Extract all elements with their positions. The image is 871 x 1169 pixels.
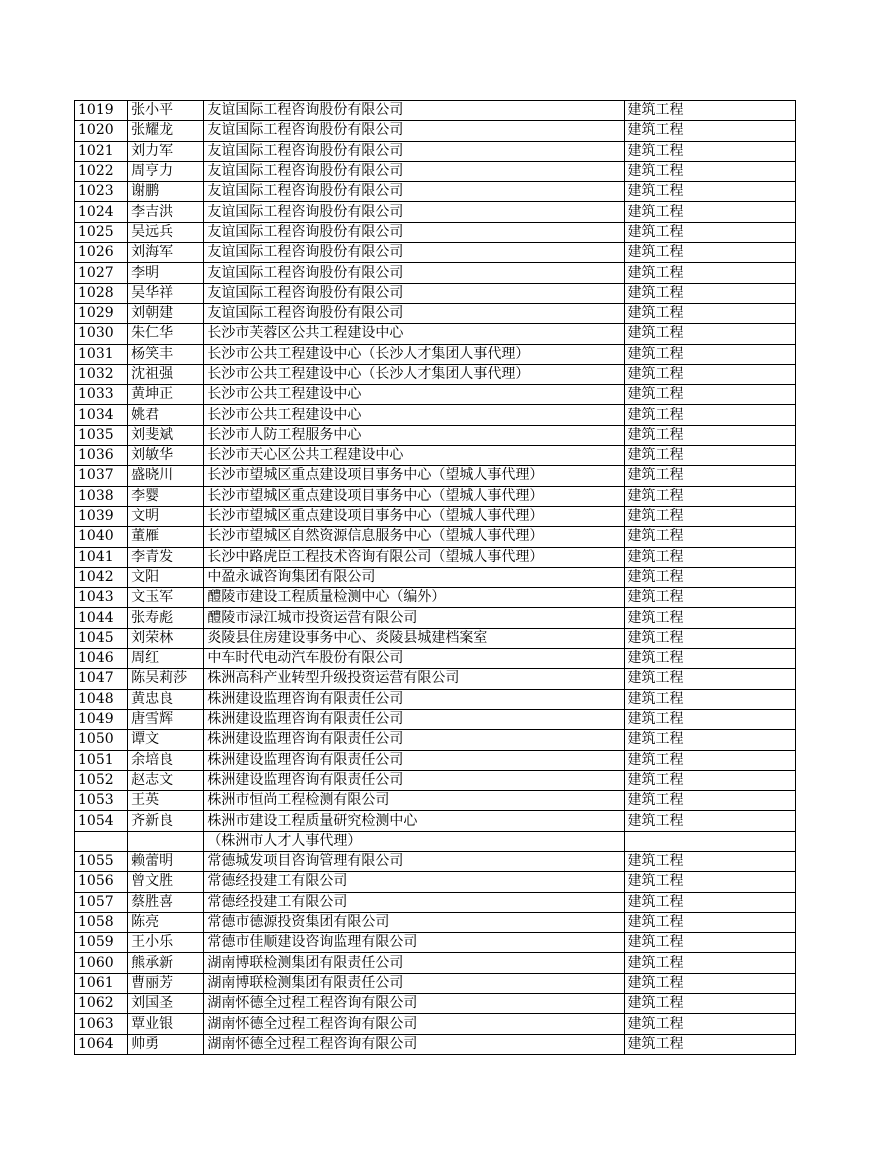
table-row — [75, 182, 796, 202]
table-row — [75, 953, 796, 973]
name-cell: 李吉洪 — [128, 202, 204, 222]
major-cell: 建筑工程 — [624, 303, 796, 323]
table-row — [75, 567, 796, 587]
major-cell: 建筑工程 — [624, 506, 796, 526]
row-number-cell: 1038 — [75, 486, 128, 506]
major-cell: 建筑工程 — [624, 851, 796, 871]
row-number-cell: 1058 — [75, 912, 128, 932]
row-number-cell: 1046 — [75, 649, 128, 669]
name-cell: 黄坤正 — [128, 385, 204, 405]
unit-cell: 长沙市望城区重点建设项目事务中心（望城人事代理） — [204, 506, 624, 526]
table-row — [75, 933, 796, 953]
name-cell: 唐雪辉 — [128, 709, 204, 729]
name-cell: 吴远兵 — [128, 222, 204, 242]
major-cell: 建筑工程 — [624, 486, 796, 506]
major-cell: 建筑工程 — [624, 446, 796, 466]
major-cell: 建筑工程 — [624, 202, 796, 222]
major-cell: 建筑工程 — [624, 811, 796, 831]
row-number-cell: 1039 — [75, 506, 128, 526]
major-cell: 建筑工程 — [624, 912, 796, 932]
row-number-cell: 1040 — [75, 527, 128, 547]
major-cell: 建筑工程 — [624, 364, 796, 384]
name-cell: 李婴 — [128, 486, 204, 506]
row-number-cell: 1064 — [75, 1034, 128, 1054]
table-row — [75, 770, 796, 790]
major-cell: 建筑工程 — [624, 243, 796, 263]
name-cell: 张小平 — [128, 101, 204, 121]
unit-cell: 长沙市公共工程建设中心（长沙人才集团人事代理） — [204, 364, 624, 384]
major-cell: 建筑工程 — [624, 730, 796, 750]
table-row — [75, 202, 796, 222]
table-row — [75, 1034, 796, 1054]
unit-cell: 醴陵市渌江城市投资运营有限公司 — [204, 608, 624, 628]
row-number-cell: 1030 — [75, 324, 128, 344]
table-row — [75, 101, 796, 121]
row-number-cell: 1043 — [75, 588, 128, 608]
unit-cell: 株洲市恒尚工程检测有限公司 — [204, 791, 624, 811]
row-number-cell: 1061 — [75, 973, 128, 993]
major-cell: 建筑工程 — [624, 121, 796, 141]
unit-cell: 长沙市公共工程建设中心（长沙人才集团人事代理） — [204, 344, 624, 364]
major-cell: 建筑工程 — [624, 344, 796, 364]
row-number-cell: 1035 — [75, 425, 128, 445]
name-cell: 朱仁华 — [128, 324, 204, 344]
name-cell: 沈祖强 — [128, 364, 204, 384]
unit-cell: 长沙市公共工程建设中心 — [204, 405, 624, 425]
table-row — [75, 364, 796, 384]
row-number-cell: 1050 — [75, 730, 128, 750]
row-number-cell: 1060 — [75, 953, 128, 973]
table-row — [75, 912, 796, 932]
unit-cell: 长沙市望城区重点建设项目事务中心（望城人事代理） — [204, 486, 624, 506]
name-cell: 刘荣林 — [128, 628, 204, 648]
table-row — [75, 892, 796, 912]
unit-cell: 常德市佳顺建设咨询监理有限公司 — [204, 933, 624, 953]
table-row — [75, 649, 796, 669]
table-row — [75, 547, 796, 567]
table-row — [75, 973, 796, 993]
major-cell: 建筑工程 — [624, 608, 796, 628]
table-row — [75, 344, 796, 364]
row-number-cell: 1045 — [75, 628, 128, 648]
name-cell: 刘国圣 — [128, 994, 204, 1014]
table-row — [75, 506, 796, 526]
row-number-cell: 1044 — [75, 608, 128, 628]
unit-cell: 友谊国际工程咨询股份有限公司 — [204, 303, 624, 323]
major-cell: 建筑工程 — [624, 141, 796, 161]
unit-cell: 株洲建设监理咨询有限责任公司 — [204, 730, 624, 750]
row-number-cell: 1031 — [75, 344, 128, 364]
unit-cell: 中车时代电动汽车股份有限公司 — [204, 649, 624, 669]
unit-cell: 中盈永诚咨询集团有限公司 — [204, 567, 624, 587]
name-cell: 杨笑丰 — [128, 344, 204, 364]
major-cell: 建筑工程 — [624, 791, 796, 811]
table-row — [75, 811, 796, 831]
major-cell: 建筑工程 — [624, 405, 796, 425]
table-row — [75, 872, 796, 892]
table-row — [75, 831, 796, 851]
table-row — [75, 405, 796, 425]
major-cell: 建筑工程 — [624, 689, 796, 709]
unit-cell: 长沙市人防工程服务中心 — [204, 425, 624, 445]
major-cell: 建筑工程 — [624, 994, 796, 1014]
table-row — [75, 446, 796, 466]
major-cell: 建筑工程 — [624, 222, 796, 242]
major-cell: 建筑工程 — [624, 161, 796, 181]
major-cell: 建筑工程 — [624, 1014, 796, 1034]
name-cell: 张寿彪 — [128, 608, 204, 628]
name-cell: 陈亮 — [128, 912, 204, 932]
table-row — [75, 1014, 796, 1034]
major-cell: 建筑工程 — [624, 101, 796, 121]
row-number-cell: 1042 — [75, 567, 128, 587]
major-cell: 建筑工程 — [624, 669, 796, 689]
unit-cell: 长沙中路虎臣工程技术咨询有限公司（望城人事代理） — [204, 547, 624, 567]
row-number-cell: 1055 — [75, 851, 128, 871]
table-row — [75, 161, 796, 181]
unit-cell: 常德经投建工有限公司 — [204, 872, 624, 892]
row-number-cell: 1054 — [75, 811, 128, 831]
roster-table — [74, 100, 796, 1055]
name-cell: 文阳 — [128, 567, 204, 587]
name-cell: 董雁 — [128, 527, 204, 547]
table-row — [75, 750, 796, 770]
unit-cell: 常德市德源投资集团有限公司 — [204, 912, 624, 932]
name-cell: 文玉军 — [128, 588, 204, 608]
name-cell: 熊承新 — [128, 953, 204, 973]
name-cell: 齐新良 — [128, 811, 204, 831]
name-cell: 帅勇 — [128, 1034, 204, 1054]
row-number-cell: 1053 — [75, 791, 128, 811]
major-cell — [624, 831, 796, 851]
table-row — [75, 730, 796, 750]
unit-cell: 湖南怀德全过程工程咨询有限公司 — [204, 1014, 624, 1034]
unit-cell: 友谊国际工程咨询股份有限公司 — [204, 222, 624, 242]
row-number-cell: 1024 — [75, 202, 128, 222]
row-number-cell: 1056 — [75, 872, 128, 892]
row-number-cell: 1019 — [75, 101, 128, 121]
name-cell: 覃业银 — [128, 1014, 204, 1034]
row-number-cell: 1022 — [75, 161, 128, 181]
row-number-cell: 1028 — [75, 283, 128, 303]
row-number-cell: 1036 — [75, 446, 128, 466]
major-cell: 建筑工程 — [624, 283, 796, 303]
name-cell: 李青发 — [128, 547, 204, 567]
table-row — [75, 141, 796, 161]
table-row — [75, 669, 796, 689]
major-cell: 建筑工程 — [624, 973, 796, 993]
name-cell: 盛晓川 — [128, 466, 204, 486]
name-cell: 陈吴莉莎 — [128, 669, 204, 689]
row-number-cell: 1049 — [75, 709, 128, 729]
row-number-cell: 1027 — [75, 263, 128, 283]
name-cell: 蔡胜喜 — [128, 892, 204, 912]
unit-cell: 友谊国际工程咨询股份有限公司 — [204, 101, 624, 121]
major-cell: 建筑工程 — [624, 1034, 796, 1054]
table-row — [75, 628, 796, 648]
unit-cell: 长沙市望城区重点建设项目事务中心（望城人事代理） — [204, 466, 624, 486]
major-cell: 建筑工程 — [624, 649, 796, 669]
unit-cell: 株洲建设监理咨询有限责任公司 — [204, 709, 624, 729]
row-number-cell: 1063 — [75, 1014, 128, 1034]
row-number-cell: 1023 — [75, 182, 128, 202]
major-cell: 建筑工程 — [624, 872, 796, 892]
major-cell: 建筑工程 — [624, 628, 796, 648]
name-cell: 周亨力 — [128, 161, 204, 181]
name-cell: 刘海军 — [128, 243, 204, 263]
name-cell: 黄忠良 — [128, 689, 204, 709]
major-cell: 建筑工程 — [624, 324, 796, 344]
unit-cell: 友谊国际工程咨询股份有限公司 — [204, 121, 624, 141]
name-cell: 谭文 — [128, 730, 204, 750]
row-number-cell: 1052 — [75, 770, 128, 790]
name-cell: 刘朝建 — [128, 303, 204, 323]
name-cell: 刘敏华 — [128, 446, 204, 466]
major-cell: 建筑工程 — [624, 709, 796, 729]
name-cell: 赖蕾明 — [128, 851, 204, 871]
major-cell: 建筑工程 — [624, 588, 796, 608]
row-number-cell: 1057 — [75, 892, 128, 912]
row-number-cell: 1034 — [75, 405, 128, 425]
unit-cell: 湖南怀德全过程工程咨询有限公司 — [204, 1034, 624, 1054]
name-cell: 吴华祥 — [128, 283, 204, 303]
table-row — [75, 588, 796, 608]
name-cell — [128, 831, 204, 851]
row-number-cell: 1025 — [75, 222, 128, 242]
name-cell: 王小乐 — [128, 933, 204, 953]
table-row — [75, 385, 796, 405]
row-number-cell: 1021 — [75, 141, 128, 161]
table-row — [75, 466, 796, 486]
table-row — [75, 709, 796, 729]
unit-cell: 友谊国际工程咨询股份有限公司 — [204, 283, 624, 303]
table-row — [75, 303, 796, 323]
name-cell: 赵志文 — [128, 770, 204, 790]
unit-cell: 株洲高科产业转型升级投资运营有限公司 — [204, 669, 624, 689]
unit-cell: 友谊国际工程咨询股份有限公司 — [204, 161, 624, 181]
name-cell: 余培良 — [128, 750, 204, 770]
row-number-cell: 1037 — [75, 466, 128, 486]
major-cell: 建筑工程 — [624, 770, 796, 790]
row-number-cell: 1051 — [75, 750, 128, 770]
major-cell: 建筑工程 — [624, 953, 796, 973]
name-cell: 曾文胜 — [128, 872, 204, 892]
unit-cell: 长沙市公共工程建设中心 — [204, 385, 624, 405]
unit-cell: 长沙市芙蓉区公共工程建设中心 — [204, 324, 624, 344]
name-cell: 张耀龙 — [128, 121, 204, 141]
unit-cell: 湖南博联检测集团有限责任公司 — [204, 953, 624, 973]
unit-cell: 长沙市天心区公共工程建设中心 — [204, 446, 624, 466]
major-cell: 建筑工程 — [624, 567, 796, 587]
major-cell: 建筑工程 — [624, 263, 796, 283]
row-number-cell: 1062 — [75, 994, 128, 1014]
unit-cell: 株洲市建设工程质量研究检测中心 — [204, 811, 624, 831]
major-cell: 建筑工程 — [624, 385, 796, 405]
table-row — [75, 425, 796, 445]
name-cell: 周红 — [128, 649, 204, 669]
table-row — [75, 283, 796, 303]
major-cell: 建筑工程 — [624, 466, 796, 486]
unit-cell: 长沙市望城区自然资源信息服务中心（望城人事代理） — [204, 527, 624, 547]
name-cell: 曹丽芳 — [128, 973, 204, 993]
unit-cell: 湖南博联检测集团有限责任公司 — [204, 973, 624, 993]
name-cell: 刘力军 — [128, 141, 204, 161]
name-cell: 王英 — [128, 791, 204, 811]
unit-cell: 常德经投建工有限公司 — [204, 892, 624, 912]
table-row — [75, 527, 796, 547]
major-cell: 建筑工程 — [624, 892, 796, 912]
row-number-cell: 1033 — [75, 385, 128, 405]
name-cell: 刘斐斌 — [128, 425, 204, 445]
name-cell: 李明 — [128, 263, 204, 283]
unit-cell: 株洲建设监理咨询有限责任公司 — [204, 770, 624, 790]
name-cell: 文明 — [128, 506, 204, 526]
unit-cell: 友谊国际工程咨询股份有限公司 — [204, 263, 624, 283]
unit-cell: 炎陵县住房建设事务中心、炎陵县城建档案室 — [204, 628, 624, 648]
table-row — [75, 608, 796, 628]
major-cell: 建筑工程 — [624, 425, 796, 445]
unit-cell: 株洲建设监理咨询有限责任公司 — [204, 689, 624, 709]
unit-cell: 常德城发项目咨询管理有限公司 — [204, 851, 624, 871]
unit-cell: 醴陵市建设工程质量检测中心（编外） — [204, 588, 624, 608]
major-cell: 建筑工程 — [624, 527, 796, 547]
table-row — [75, 689, 796, 709]
table-row — [75, 791, 796, 811]
unit-cell: 湖南怀德全过程工程咨询有限公司 — [204, 994, 624, 1014]
major-cell: 建筑工程 — [624, 182, 796, 202]
unit-cell: 友谊国际工程咨询股份有限公司 — [204, 141, 624, 161]
unit-cell: 友谊国际工程咨询股份有限公司 — [204, 182, 624, 202]
row-number-cell: 1041 — [75, 547, 128, 567]
unit-cell: 友谊国际工程咨询股份有限公司 — [204, 243, 624, 263]
major-cell: 建筑工程 — [624, 750, 796, 770]
row-number-cell — [75, 831, 128, 851]
table-row — [75, 263, 796, 283]
row-number-cell: 1048 — [75, 689, 128, 709]
table-row — [75, 486, 796, 506]
row-number-cell: 1020 — [75, 121, 128, 141]
table-row — [75, 851, 796, 871]
table-row — [75, 994, 796, 1014]
table-row — [75, 243, 796, 263]
unit-cell: （株洲市人才人事代理） — [204, 831, 624, 851]
roster-body — [75, 101, 796, 1055]
table-row — [75, 222, 796, 242]
row-number-cell: 1047 — [75, 669, 128, 689]
row-number-cell: 1029 — [75, 303, 128, 323]
row-number-cell: 1026 — [75, 243, 128, 263]
major-cell: 建筑工程 — [624, 547, 796, 567]
row-number-cell: 1059 — [75, 933, 128, 953]
unit-cell: 株洲建设监理咨询有限责任公司 — [204, 750, 624, 770]
major-cell: 建筑工程 — [624, 933, 796, 953]
table-row — [75, 324, 796, 344]
name-cell: 姚君 — [128, 405, 204, 425]
row-number-cell: 1032 — [75, 364, 128, 384]
unit-cell: 友谊国际工程咨询股份有限公司 — [204, 202, 624, 222]
name-cell: 谢鹏 — [128, 182, 204, 202]
table-row — [75, 121, 796, 141]
